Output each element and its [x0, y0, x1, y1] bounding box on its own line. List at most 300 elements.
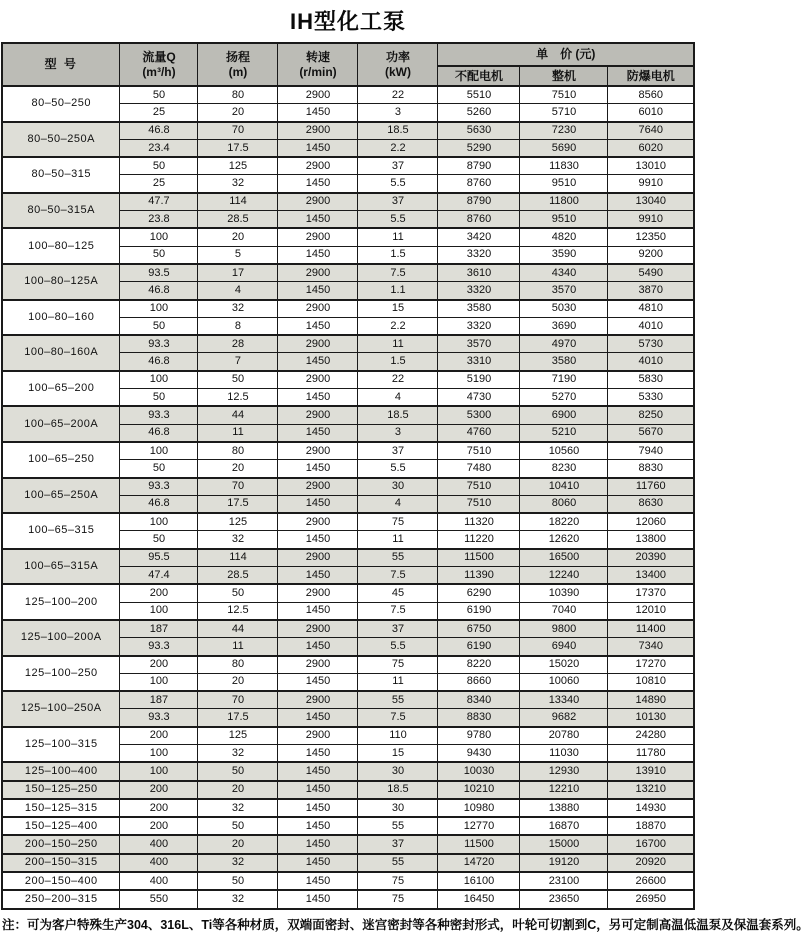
model-cell: 250–200–315: [2, 890, 120, 908]
data-cell: 8060: [520, 495, 608, 513]
data-cell: 11320: [438, 513, 520, 531]
table-row: [2, 817, 694, 835]
data-cell: 1450: [278, 709, 358, 727]
model-cell: 100–80–160: [2, 300, 120, 336]
data-cell: 11780: [608, 744, 694, 762]
data-cell: 8760: [438, 211, 520, 229]
model-cell: 125–100–200: [2, 584, 120, 620]
data-cell: 12210: [520, 781, 608, 799]
data-cell: 95.5: [120, 549, 198, 567]
model-cell: 150–125–400: [2, 817, 120, 835]
data-cell: 32: [198, 799, 278, 817]
data-cell: 7510: [520, 86, 608, 104]
data-cell: 15000: [520, 835, 608, 853]
data-cell: 1450: [278, 282, 358, 300]
data-cell: 23650: [520, 890, 608, 908]
data-cell: 37: [358, 620, 438, 638]
data-cell: 14720: [438, 854, 520, 872]
data-cell: 2900: [278, 86, 358, 104]
data-cell: 17.5: [198, 495, 278, 513]
data-cell: 1450: [278, 799, 358, 817]
data-cell: 125: [198, 157, 278, 175]
data-cell: 17.5: [198, 139, 278, 157]
data-cell: 187: [120, 691, 198, 709]
data-cell: 46.8: [120, 353, 198, 371]
data-cell: 11390: [438, 567, 520, 585]
data-cell: 1450: [278, 567, 358, 585]
data-cell: 2900: [278, 620, 358, 638]
model-cell: 125–100–315: [2, 727, 120, 763]
footnote: 注：可为客户特殊生产304、316L、Ti等各种材质，双端面密封、迷宫密封等各种密封形式，叶轮可切割到C，另可定制高温低温泵及保温套系列。: [2, 917, 809, 932]
data-cell: 2900: [278, 406, 358, 424]
data-cell: 5.5: [358, 460, 438, 478]
data-cell: 75: [358, 890, 438, 908]
data-cell: 2900: [278, 122, 358, 140]
table-row: [2, 193, 694, 211]
data-cell: 6900: [520, 406, 608, 424]
data-cell: 32: [198, 175, 278, 193]
table-row: [2, 620, 694, 638]
data-cell: 5210: [520, 424, 608, 442]
data-cell: 200: [120, 656, 198, 674]
data-cell: 1450: [278, 872, 358, 890]
data-cell: 50: [120, 531, 198, 549]
data-cell: 12620: [520, 531, 608, 549]
data-cell: 6020: [608, 139, 694, 157]
model-cell: 80–50–250: [2, 86, 120, 122]
data-cell: 4: [198, 282, 278, 300]
col-header-price-group: 单 价 (元): [438, 43, 694, 66]
data-cell: 11800: [520, 193, 608, 211]
data-cell: 19120: [520, 854, 608, 872]
data-cell: 50: [120, 460, 198, 478]
data-cell: 22: [358, 86, 438, 104]
data-cell: 11400: [608, 620, 694, 638]
data-cell: 3320: [438, 317, 520, 335]
col-header-head-line1: 扬程: [225, 49, 250, 64]
data-cell: 93.5: [120, 264, 198, 282]
data-cell: 50: [198, 371, 278, 389]
data-cell: 5.5: [358, 211, 438, 229]
data-cell: 13880: [520, 799, 608, 817]
data-cell: 7.5: [358, 602, 438, 620]
data-cell: 15: [358, 300, 438, 318]
data-cell: 550: [120, 890, 198, 908]
data-cell: 50: [198, 584, 278, 602]
data-cell: 1.5: [358, 353, 438, 371]
model-cell: 125–100–250A: [2, 691, 120, 727]
data-cell: 23.4: [120, 139, 198, 157]
col-header-power-line1: 功率: [385, 49, 410, 64]
col-header-power-line2: (kW): [384, 64, 411, 79]
data-cell: 4010: [608, 353, 694, 371]
data-cell: 2900: [278, 478, 358, 496]
data-cell: 2900: [278, 300, 358, 318]
table-body: [2, 86, 694, 909]
data-cell: 8630: [608, 495, 694, 513]
data-cell: 13010: [608, 157, 694, 175]
col-header-flow-line2: (m³/h): [142, 64, 176, 79]
data-cell: 5510: [438, 86, 520, 104]
data-cell: 3: [358, 104, 438, 122]
data-cell: 46.8: [120, 495, 198, 513]
data-cell: 114: [198, 193, 278, 211]
data-cell: 3570: [438, 335, 520, 353]
data-cell: 10130: [608, 709, 694, 727]
data-cell: 8340: [438, 691, 520, 709]
data-cell: 7510: [438, 495, 520, 513]
data-cell: 1450: [278, 744, 358, 762]
data-cell: 9910: [608, 211, 694, 229]
data-cell: 13910: [608, 762, 694, 780]
table-row: [2, 228, 694, 246]
data-cell: 50: [120, 317, 198, 335]
data-cell: 1450: [278, 246, 358, 264]
data-cell: 70: [198, 478, 278, 496]
data-cell: 100: [120, 762, 198, 780]
data-cell: 17270: [608, 656, 694, 674]
col-header-model: 型 号: [2, 43, 120, 86]
data-cell: 10410: [520, 478, 608, 496]
data-cell: 50: [198, 762, 278, 780]
data-cell: 12.5: [198, 602, 278, 620]
data-cell: 30: [358, 762, 438, 780]
data-cell: 18.5: [358, 122, 438, 140]
col-header-price-complete: 整机: [520, 66, 608, 86]
model-cell: 125–100–400: [2, 762, 120, 780]
data-cell: 8830: [608, 460, 694, 478]
data-cell: 9800: [520, 620, 608, 638]
data-cell: 45: [358, 584, 438, 602]
table-row: [2, 264, 694, 282]
data-cell: 11: [358, 228, 438, 246]
data-cell: 4820: [520, 228, 608, 246]
table-row: [2, 584, 694, 602]
data-cell: 12010: [608, 602, 694, 620]
data-cell: 8660: [438, 673, 520, 691]
data-cell: 22: [358, 371, 438, 389]
data-cell: 5.5: [358, 175, 438, 193]
data-cell: 400: [120, 872, 198, 890]
data-cell: 5490: [608, 264, 694, 282]
data-cell: 9510: [520, 211, 608, 229]
data-cell: 100: [120, 300, 198, 318]
table-row: [2, 656, 694, 674]
data-cell: 30: [358, 799, 438, 817]
data-cell: 11220: [438, 531, 520, 549]
data-cell: 3310: [438, 353, 520, 371]
data-cell: 55: [358, 817, 438, 835]
data-cell: 18220: [520, 513, 608, 531]
data-cell: 5030: [520, 300, 608, 318]
data-cell: 1450: [278, 317, 358, 335]
data-cell: 5330: [608, 389, 694, 407]
data-cell: 28.5: [198, 567, 278, 585]
data-cell: 2900: [278, 584, 358, 602]
data-cell: 3870: [608, 282, 694, 300]
data-cell: 8230: [520, 460, 608, 478]
data-cell: 6750: [438, 620, 520, 638]
data-cell: 8220: [438, 656, 520, 674]
data-cell: 100: [120, 673, 198, 691]
data-cell: 37: [358, 835, 438, 853]
table-row: [2, 335, 694, 353]
table-row: [2, 549, 694, 567]
data-cell: 2.2: [358, 317, 438, 335]
data-cell: 5710: [520, 104, 608, 122]
model-cell: 80–50–315A: [2, 193, 120, 229]
data-cell: 187: [120, 620, 198, 638]
data-cell: 11500: [438, 835, 520, 853]
data-cell: 93.3: [120, 406, 198, 424]
data-cell: 50: [120, 389, 198, 407]
data-cell: 18.5: [358, 781, 438, 799]
data-cell: 80: [198, 442, 278, 460]
data-cell: 11: [198, 638, 278, 656]
col-header-power: [358, 43, 438, 86]
col-header-head: [198, 43, 278, 86]
col-header-speed-line2: (r/min): [299, 64, 337, 79]
data-cell: 3580: [438, 300, 520, 318]
data-cell: 9780: [438, 727, 520, 745]
data-cell: 75: [358, 513, 438, 531]
data-cell: 70: [198, 691, 278, 709]
data-cell: 10810: [608, 673, 694, 691]
data-cell: 20: [198, 460, 278, 478]
model-cell: 200–150–250: [2, 835, 120, 853]
header-row-top: [2, 43, 694, 66]
table-row: [2, 799, 694, 817]
table-row: [2, 762, 694, 780]
data-cell: 11: [358, 335, 438, 353]
data-cell: 7510: [438, 478, 520, 496]
data-cell: 47.4: [120, 567, 198, 585]
data-cell: 4340: [520, 264, 608, 282]
model-cell: 200–150–400: [2, 872, 120, 890]
data-cell: 7.5: [358, 567, 438, 585]
data-cell: 20780: [520, 727, 608, 745]
data-cell: 125: [198, 727, 278, 745]
data-cell: 5730: [608, 335, 694, 353]
table-row: [2, 890, 694, 908]
data-cell: 7: [198, 353, 278, 371]
data-cell: 6010: [608, 104, 694, 122]
data-cell: 20: [198, 781, 278, 799]
data-cell: 25: [120, 104, 198, 122]
data-cell: 1450: [278, 673, 358, 691]
data-cell: 9910: [608, 175, 694, 193]
data-cell: 9200: [608, 246, 694, 264]
data-cell: 13800: [608, 531, 694, 549]
data-cell: 12770: [438, 817, 520, 835]
data-cell: 2900: [278, 691, 358, 709]
model-cell: 80–50–315: [2, 157, 120, 193]
data-cell: 8790: [438, 157, 520, 175]
data-cell: 5690: [520, 139, 608, 157]
data-cell: 11030: [520, 744, 608, 762]
data-cell: 50: [120, 246, 198, 264]
data-cell: 100: [120, 602, 198, 620]
col-header-head-line2: (m): [228, 64, 248, 79]
data-cell: 5830: [608, 371, 694, 389]
model-cell: 125–100–200A: [2, 620, 120, 656]
data-cell: 3690: [520, 317, 608, 335]
model-cell: 100–65–315A: [2, 549, 120, 585]
data-cell: 7190: [520, 371, 608, 389]
model-cell: 150–125–250: [2, 781, 120, 799]
data-cell: 3590: [520, 246, 608, 264]
data-cell: 37: [358, 193, 438, 211]
table-row: [2, 835, 694, 853]
data-cell: 5270: [520, 389, 608, 407]
data-cell: 100: [120, 744, 198, 762]
data-cell: 93.3: [120, 709, 198, 727]
data-cell: 2900: [278, 228, 358, 246]
data-cell: 100: [120, 442, 198, 460]
data-cell: 80: [198, 86, 278, 104]
data-cell: 8560: [608, 86, 694, 104]
data-cell: 32: [198, 300, 278, 318]
data-cell: 16500: [520, 549, 608, 567]
data-cell: 32: [198, 744, 278, 762]
data-cell: 2900: [278, 656, 358, 674]
data-cell: 9430: [438, 744, 520, 762]
table-header: [2, 43, 694, 86]
data-cell: 11: [198, 424, 278, 442]
data-cell: 11500: [438, 549, 520, 567]
data-cell: 8250: [608, 406, 694, 424]
data-cell: 1450: [278, 762, 358, 780]
data-cell: 3320: [438, 246, 520, 264]
data-cell: 32: [198, 890, 278, 908]
data-cell: 7940: [608, 442, 694, 460]
data-cell: 11: [358, 673, 438, 691]
data-cell: 10980: [438, 799, 520, 817]
data-cell: 75: [358, 872, 438, 890]
data-cell: 7340: [608, 638, 694, 656]
data-cell: 55: [358, 854, 438, 872]
data-cell: 93.3: [120, 335, 198, 353]
data-cell: 1450: [278, 175, 358, 193]
data-cell: 20: [198, 228, 278, 246]
data-cell: 20390: [608, 549, 694, 567]
data-cell: 44: [198, 620, 278, 638]
model-cell: 150–125–315: [2, 799, 120, 817]
data-cell: 7040: [520, 602, 608, 620]
data-cell: 2900: [278, 371, 358, 389]
data-cell: 46.8: [120, 424, 198, 442]
data-cell: 12350: [608, 228, 694, 246]
data-cell: 32: [198, 854, 278, 872]
table-row: [2, 406, 694, 424]
data-cell: 5.5: [358, 638, 438, 656]
data-cell: 2900: [278, 442, 358, 460]
data-cell: 50: [198, 872, 278, 890]
data-cell: 200: [120, 781, 198, 799]
table-row: [2, 781, 694, 799]
data-cell: 5630: [438, 122, 520, 140]
data-cell: 1450: [278, 460, 358, 478]
data-cell: 1450: [278, 835, 358, 853]
data-cell: 1.1: [358, 282, 438, 300]
data-cell: 5290: [438, 139, 520, 157]
data-cell: 47.7: [120, 193, 198, 211]
data-cell: 100: [120, 513, 198, 531]
data-cell: 9510: [520, 175, 608, 193]
data-cell: 2900: [278, 335, 358, 353]
data-cell: 10060: [520, 673, 608, 691]
table-row: [2, 872, 694, 890]
data-cell: 5: [198, 246, 278, 264]
data-cell: 2900: [278, 193, 358, 211]
data-cell: 100: [120, 371, 198, 389]
data-cell: 10560: [520, 442, 608, 460]
data-cell: 10030: [438, 762, 520, 780]
data-cell: 20: [198, 835, 278, 853]
page-title: IH型化工泵: [289, 9, 406, 34]
data-cell: 26950: [608, 890, 694, 908]
data-cell: 1450: [278, 890, 358, 908]
data-cell: 15: [358, 744, 438, 762]
data-cell: 1450: [278, 854, 358, 872]
data-cell: 20: [198, 673, 278, 691]
data-cell: 28: [198, 335, 278, 353]
data-cell: 20: [198, 104, 278, 122]
data-cell: 10390: [520, 584, 608, 602]
data-cell: 400: [120, 835, 198, 853]
model-cell: 100–80–125A: [2, 264, 120, 300]
model-cell: 200–150–315: [2, 854, 120, 872]
data-cell: 23100: [520, 872, 608, 890]
data-cell: 50: [120, 86, 198, 104]
data-cell: 8830: [438, 709, 520, 727]
data-cell: 6290: [438, 584, 520, 602]
data-cell: 2900: [278, 513, 358, 531]
data-cell: 5670: [608, 424, 694, 442]
data-cell: 16450: [438, 890, 520, 908]
data-cell: 2.2: [358, 139, 438, 157]
model-cell: 125–100–250: [2, 656, 120, 692]
data-cell: 70: [198, 122, 278, 140]
data-cell: 1450: [278, 638, 358, 656]
data-cell: 14930: [608, 799, 694, 817]
data-cell: 100: [120, 228, 198, 246]
data-cell: 1.5: [358, 246, 438, 264]
data-cell: 7.5: [358, 264, 438, 282]
data-cell: 1450: [278, 817, 358, 835]
data-cell: 30: [358, 478, 438, 496]
model-cell: 100–65–200A: [2, 406, 120, 442]
table-row: [2, 122, 694, 140]
model-cell: 100–80–160A: [2, 335, 120, 371]
data-cell: 12060: [608, 513, 694, 531]
data-cell: 23.8: [120, 211, 198, 229]
data-cell: 8: [198, 317, 278, 335]
data-cell: 18870: [608, 817, 694, 835]
data-cell: 1450: [278, 211, 358, 229]
data-cell: 200: [120, 727, 198, 745]
data-cell: 8790: [438, 193, 520, 211]
data-cell: 26600: [608, 872, 694, 890]
data-cell: 4: [358, 389, 438, 407]
data-cell: 15020: [520, 656, 608, 674]
data-cell: 125: [198, 513, 278, 531]
data-cell: 2900: [278, 549, 358, 567]
data-cell: 1450: [278, 424, 358, 442]
data-cell: 11760: [608, 478, 694, 496]
col-header-speed: [278, 43, 358, 86]
table-row: [2, 300, 694, 318]
